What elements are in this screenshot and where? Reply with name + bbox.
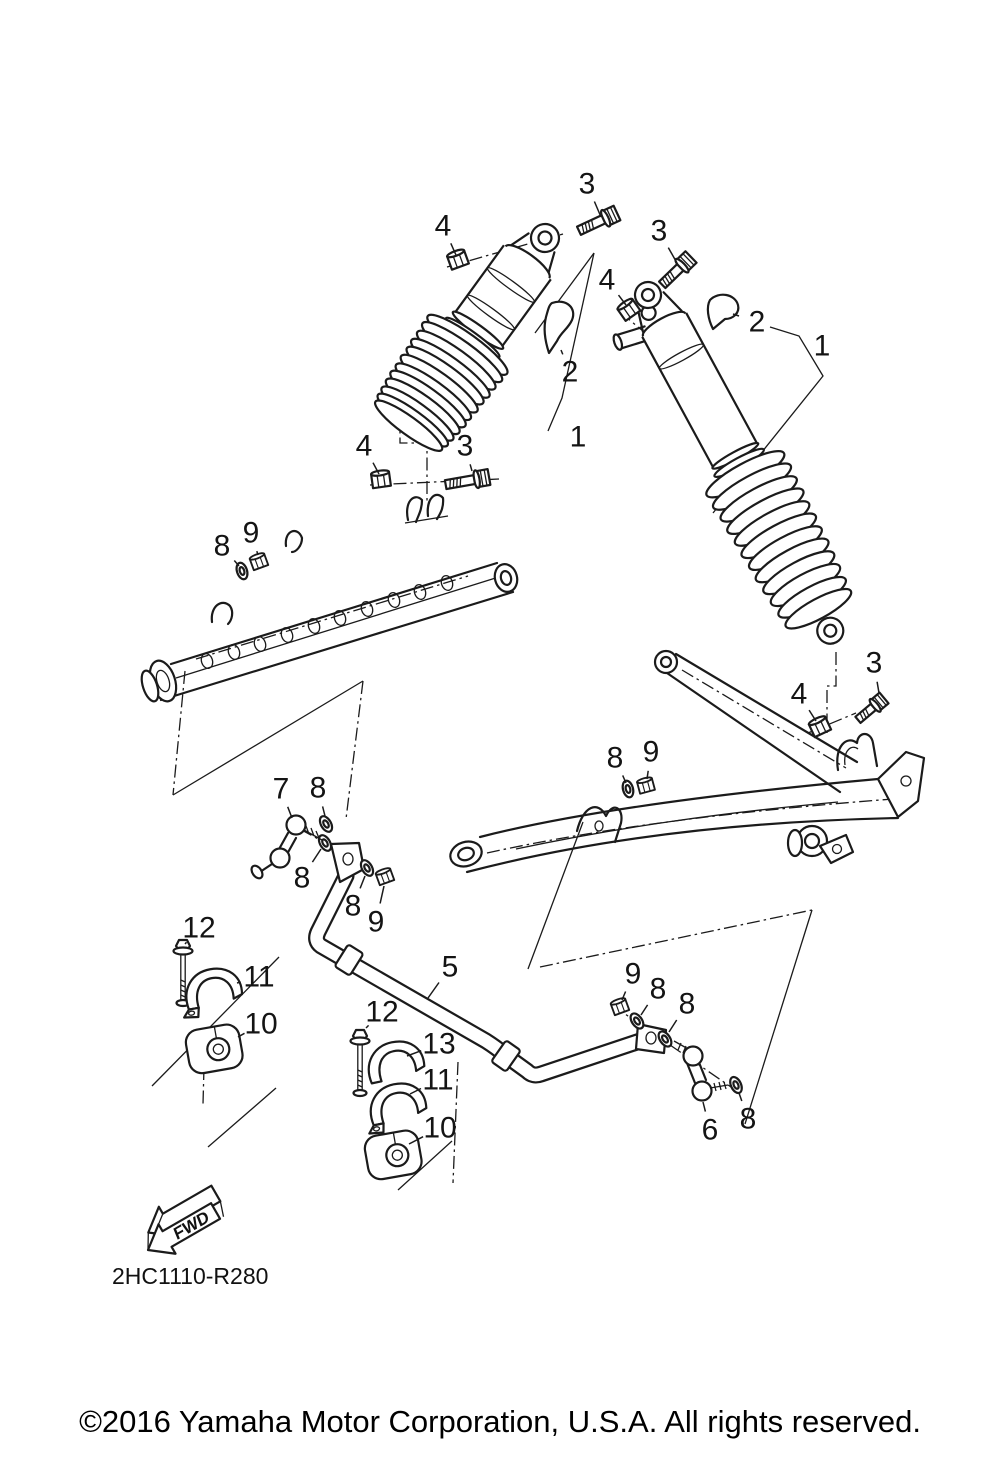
bushing — [184, 1023, 245, 1076]
trailing-arm-left — [138, 495, 520, 705]
callout-number-8: 8 — [293, 861, 311, 895]
callout-number-1: 1 — [813, 329, 831, 363]
callout-number-9: 9 — [642, 735, 660, 769]
callout-labels — [182, 168, 882, 1147]
callout-number-3: 3 — [865, 646, 883, 680]
nut — [637, 776, 655, 793]
callout-number-3: 3 — [650, 214, 668, 248]
callout-number-8: 8 — [606, 741, 624, 775]
callout-leader-line — [428, 983, 439, 999]
hex-bolt — [656, 251, 697, 292]
flange-bolt — [351, 1030, 370, 1096]
washer — [628, 1011, 646, 1031]
hex-bolt — [444, 468, 490, 493]
callout-number-3: 3 — [456, 429, 474, 463]
callout-leader-line — [380, 886, 384, 904]
washer — [358, 858, 375, 878]
callout-number-1: 1 — [569, 420, 587, 454]
nut — [610, 997, 629, 1015]
saddle-bracket — [360, 1079, 429, 1136]
fwd-label: FWD — [171, 1206, 212, 1244]
callout-leader-line — [641, 1005, 648, 1015]
flange-nut — [371, 469, 391, 488]
callout-leader-line — [323, 806, 325, 816]
washer — [316, 833, 333, 853]
stabilizer-links — [249, 816, 728, 1101]
callout-number-6: 6 — [701, 1113, 719, 1147]
nut — [375, 867, 394, 885]
callout-number-4: 4 — [355, 429, 373, 463]
shock-absorber-left — [364, 198, 593, 462]
callout-number-10: 10 — [423, 1111, 457, 1145]
rubber-bumper — [708, 295, 738, 329]
callout-leader-line — [877, 682, 879, 693]
callout-leader-line — [470, 464, 472, 471]
callout-number-5: 5 — [441, 950, 459, 984]
callout-number-9: 9 — [367, 905, 385, 939]
callout-leader-line — [703, 1102, 705, 1112]
rubber-bumper — [545, 302, 574, 353]
washer — [621, 779, 635, 798]
link-rod — [249, 816, 322, 881]
shock-absorber-right — [594, 263, 875, 668]
trailing-arm-right — [447, 651, 924, 872]
hex-bolt — [853, 692, 889, 726]
callout-leader-line — [312, 849, 321, 862]
washer — [728, 1075, 744, 1095]
callout-number-4: 4 — [598, 263, 616, 297]
callout-number-2: 2 — [561, 355, 579, 389]
callout-number-12: 12 — [365, 995, 399, 1029]
callout-number-11: 11 — [243, 960, 275, 994]
callout-leader-line — [561, 350, 563, 354]
callout-number-8: 8 — [678, 987, 696, 1021]
callout-number-13: 13 — [422, 1027, 456, 1061]
callout-number-8: 8 — [213, 529, 231, 563]
callout-number-4: 4 — [790, 677, 808, 711]
callout-leader-line — [237, 982, 241, 983]
callout-leader-line — [288, 807, 292, 818]
callout-leader-line — [360, 876, 365, 888]
link-rod — [674, 1041, 728, 1101]
callout-number-12: 12 — [182, 911, 216, 945]
fwd-arrow-icon — [132, 1179, 232, 1265]
washer — [317, 814, 334, 834]
callout-number-9: 9 — [624, 957, 642, 991]
bracket-set-left — [174, 940, 246, 1075]
part-code-label: 2HC1110-R280 — [112, 1263, 269, 1289]
construction-lines — [152, 234, 893, 1190]
callout-leader-line — [739, 1093, 742, 1101]
callout-number-8: 8 — [739, 1102, 757, 1136]
saddle-bracket — [364, 1037, 426, 1084]
callout-number-10: 10 — [244, 1007, 278, 1041]
callout-number-9: 9 — [242, 516, 260, 550]
callout-number-8: 8 — [344, 889, 362, 923]
callout-leader-line — [668, 248, 677, 263]
callout-number-4: 4 — [434, 209, 452, 243]
callout-number-2: 2 — [748, 305, 766, 339]
bushing — [363, 1129, 424, 1182]
callout-number-7: 7 — [272, 772, 290, 806]
callout-leader-line — [594, 202, 601, 218]
saddle-bracket — [177, 964, 245, 1019]
callout-number-8: 8 — [309, 771, 327, 805]
copyright-text: ©2016 Yamaha Motor Corporation, U.S.A. All rights reserved. — [79, 1404, 921, 1439]
callout-number-3: 3 — [578, 167, 596, 201]
flange-nut — [446, 248, 469, 270]
callout-leader-line — [669, 1020, 677, 1032]
callout-number-11: 11 — [422, 1063, 454, 1097]
callout-number-8: 8 — [649, 972, 667, 1006]
